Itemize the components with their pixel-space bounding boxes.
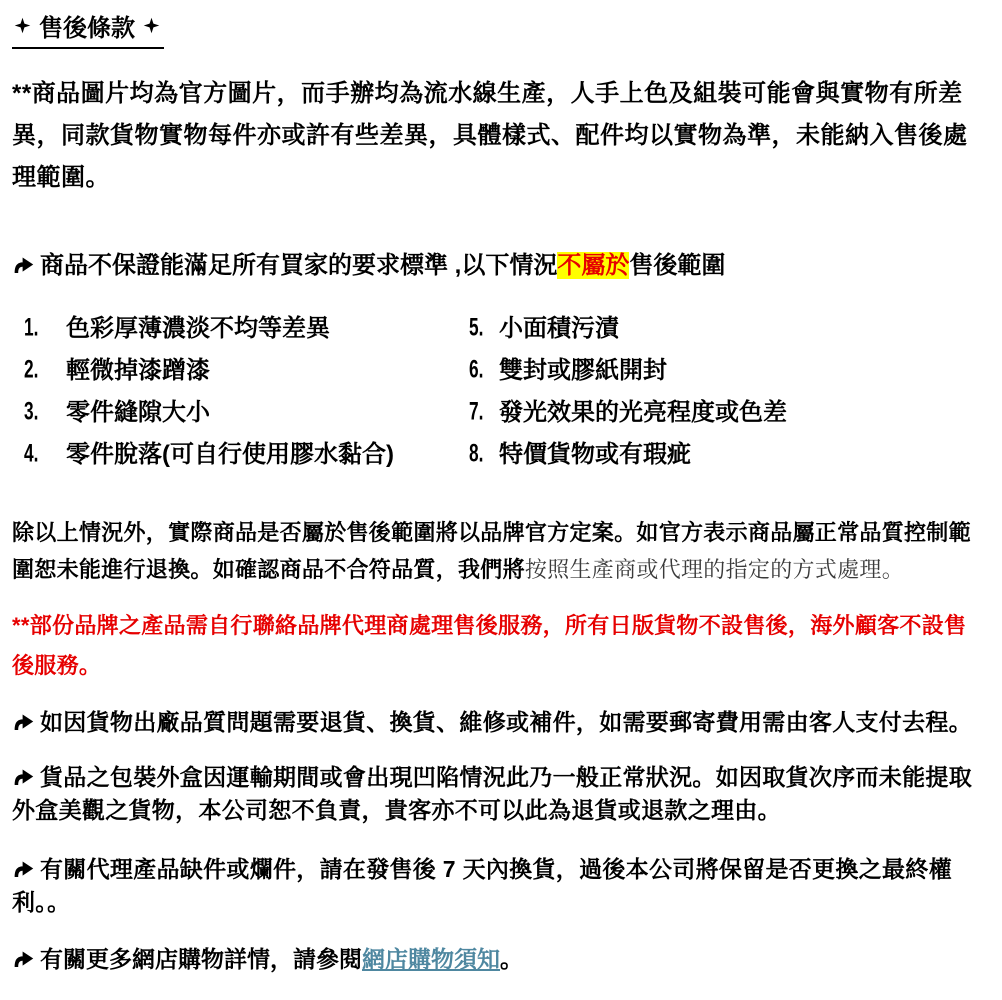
list-item: [469, 350, 988, 392]
list-item-text: 特價貨物或有瑕疵: [499, 441, 691, 468]
policy-point: [12, 761, 988, 827]
list-item-text: 輕微掉漆蹭漆: [66, 357, 210, 384]
page-title: [12, 8, 988, 49]
list-item-number: 7.: [469, 397, 484, 426]
list-item: [469, 434, 988, 476]
notice-text-after: 售後範圍: [629, 252, 726, 279]
list-item-number: 6.: [469, 355, 484, 384]
shop-guide-link[interactable]: 網店購物須知: [362, 946, 500, 972]
star-icon: [14, 17, 31, 34]
notice-text-before: 商品不保證能滿足所有買家的要求標準 ,以下情況: [40, 252, 558, 279]
list-item: [469, 308, 988, 350]
list-item-number: 2.: [24, 355, 39, 384]
notice-highlight: 不屬於: [557, 252, 630, 279]
curved-right-arrow-icon: [12, 256, 35, 274]
list-item-text: 小面積污漬: [499, 315, 619, 342]
list-item-text: 發光效果的光亮程度或色差: [499, 399, 787, 426]
notice-paragraph: [12, 245, 988, 280]
intro-paragraph: **商品圖片均為官方圖片，而手辦均為流水線生產，人手上色及組裝可能會與實物有所差異，同款貨物實物每件亦或許有些差異，具體樣式、配件均以實物為準，未能納入售後處理範圍。: [12, 80, 968, 191]
list-item-number: 8.: [469, 439, 484, 468]
page-title-text: 售後條款: [39, 15, 135, 42]
footer-text-before: 有關更多網店購物詳情，請參閱: [40, 946, 362, 972]
list-item-number: 3.: [24, 397, 39, 426]
list-item-text: 零件縫隙大小: [66, 399, 210, 426]
red-warning-paragraph: **部份品牌之產品需自行聯絡品牌代理商處理售後服務，所有日版貨物不設售後，海外顧客不設售後服務。: [12, 613, 967, 678]
curved-right-arrow-icon: [12, 950, 35, 968]
curved-right-arrow-icon: [12, 713, 35, 731]
list-item-text: 色彩厚薄濃淡不均等差異: [66, 315, 330, 342]
list-item-number: 5.: [469, 313, 484, 342]
list-item-number: 4.: [24, 439, 39, 468]
policy-point: [12, 706, 988, 739]
list-item: [24, 434, 469, 476]
policy-point-text: 貨品之包裝外盒因運輸期間或會出現凹陷情況此乃一般正常狀況。如因取貨次序而未能提取外盒美觀之貨物，本公司恕不負責，貴客亦不可以此為退貨或退款之理由。: [12, 764, 972, 823]
footer-text-after: 。: [500, 946, 523, 972]
exclusions-list: [12, 308, 988, 476]
policy-paragraph: [12, 514, 988, 588]
list-item: [24, 350, 469, 392]
list-item: [24, 308, 469, 350]
policy-text: 除以上情況外，實際商品是否屬於售後範圍將以品牌官方定案。如官方表示商品屬正常品質控制範圍恕未能進行退換。如確認商品不合符品質，我們將: [12, 520, 971, 582]
list-item-text: 雙封或膠紙開封: [499, 357, 667, 384]
policy-point-text: 有關代理產品缺件或爛件，請在發售後 7 天內換貨，過後本公司將保留是否更換之最終權利。。: [12, 856, 952, 915]
list-item: [469, 392, 988, 434]
policy-point: [12, 853, 988, 919]
policy-emphasis-text: 按照生產商或代理的指定的方式處理。: [524, 557, 905, 582]
curved-right-arrow-icon: [12, 768, 35, 786]
list-item: [24, 392, 469, 434]
list-item-number: 1.: [24, 313, 39, 342]
policy-point-text: 如因貨物出廠品質問題需要退貨、換貨、維修或補件，如需要郵寄費用需由客人支付去程。: [40, 709, 972, 735]
page-title-underline: [12, 8, 164, 49]
footer-paragraph: [12, 943, 988, 976]
curved-right-arrow-icon: [12, 860, 35, 878]
list-item-text: 零件脫落(可自行使用膠水黏合): [66, 441, 394, 468]
star-icon: [143, 17, 160, 34]
